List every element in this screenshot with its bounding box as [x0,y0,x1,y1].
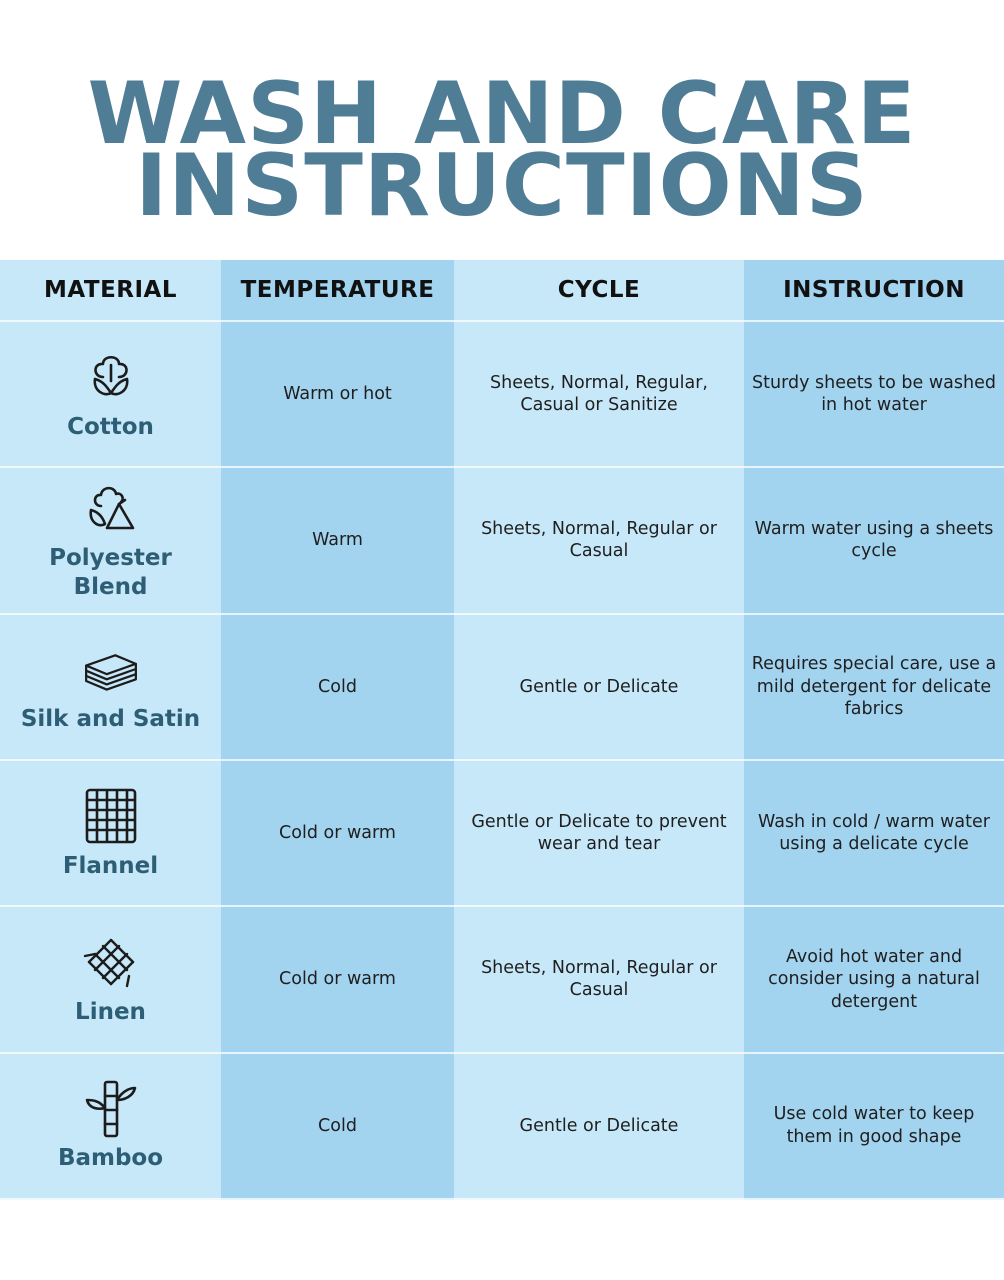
material-name: Silk and Satin [20,706,201,733]
header-material: MATERIAL [0,260,221,322]
instruction-cell: Wash in cold / warm water using a delicate cycle [744,761,1004,907]
folded-fabric-icon [81,639,141,699]
header-temperature: TEMPERATURE [221,260,454,322]
care-table [0,260,1004,1200]
material-name: Bamboo [57,1145,164,1172]
instruction-cell: Avoid hot water and consider using a natural detergent [744,907,1004,1053]
cycle-cell: Gentle or Delicate [454,615,744,761]
material-cell [0,761,221,907]
bamboo-stalk-icon [81,1078,141,1138]
material-name: Cotton [67,413,154,440]
temperature-cell: Cold [221,1054,454,1200]
temperature-cell: Cold or warm [221,907,454,1053]
instruction-cell: Use cold water to keep them in good shape [744,1054,1004,1200]
page-title-line-1: WASH AND CARE [87,64,917,164]
material-cell [0,1054,221,1200]
material-cell [0,468,221,614]
cycle-cell: Sheets, Normal, Regular or Casual [454,907,744,1053]
page-title-line-2: INSTRUCTIONS [135,136,869,236]
instruction-cell: Requires special care, use a mild detergent for delicate fabrics [744,615,1004,761]
material-name: Flannel [62,852,159,879]
temperature-cell: Warm [221,468,454,614]
instruction-cell: Sturdy sheets to be washed in hot water [744,322,1004,468]
material-cell [0,322,221,468]
cycle-cell: Sheets, Normal, Regular or Casual [454,468,744,614]
temperature-cell: Cold [221,615,454,761]
polyester-blend-icon [81,478,141,538]
cycle-cell: Gentle or Delicate [454,1054,744,1200]
material-cell [0,907,221,1053]
material-name: Polyester Blend [49,545,172,601]
header-cycle: CYCLE [454,260,744,322]
temperature-cell: Cold or warm [221,761,454,907]
header-instruction: INSTRUCTION [744,260,1004,322]
cotton-flower-icon [81,347,141,407]
temperature-cell: Warm or hot [221,322,454,468]
plaid-grid-icon [81,786,141,846]
instruction-cell: Warm water using a sheets cycle [744,468,1004,614]
material-name: Linen [75,998,146,1025]
cycle-cell: Gentle or Delicate to prevent wear and tear [454,761,744,907]
material-cell [0,615,221,761]
woven-thread-icon [81,932,141,992]
cycle-cell: Sheets, Normal, Regular, Casual or Sanitize [454,322,744,468]
